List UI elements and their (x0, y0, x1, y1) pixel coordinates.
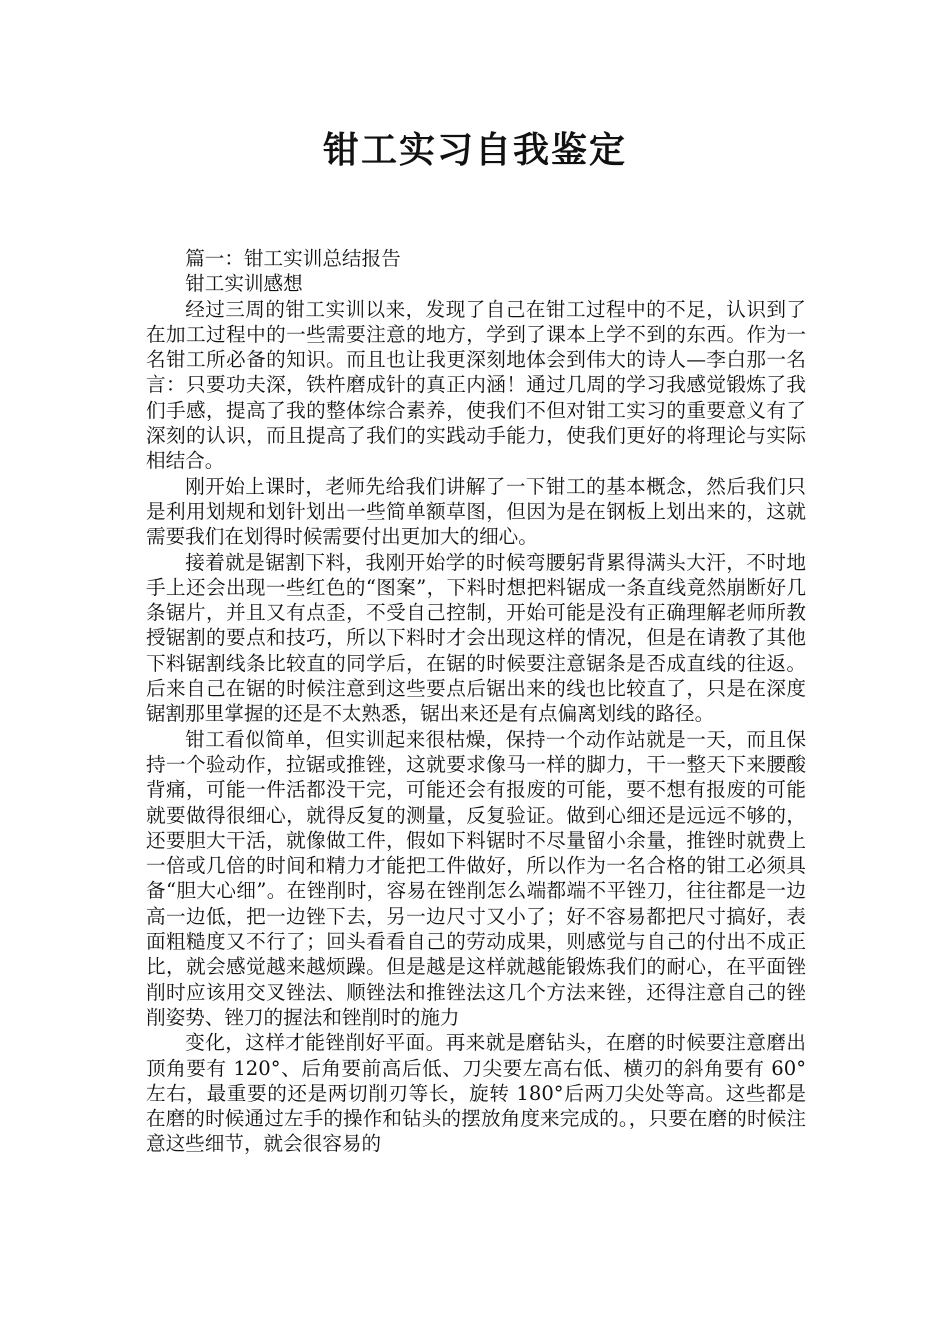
document-title: 钳工实习自我鉴定 (322, 130, 627, 171)
paragraph-3: 接着就是锯割下料，我刚开始学的时候弯腰躬背累得满头大汗，不时地手上还会出现一些红色的“图案”，下料时想把料锯成一条直线竟然崩断好几条锯片，并且又有点歪，不受自己控制，开始可能是没有正确理解老师所教授锯割的要点和技巧，所以下料时才会出现这样的情况，但是在请教了其他下料锯割线条比较直的同学后，在锯的时候要注意锯条是否成直线的往返。后来自己在锯的时候注意到这些要点后锯出来的线也比较直了，只是在深度锯割那里掌握的还是不太熟悉，锯出来还是有点偏离划线的路径。 (146, 550, 806, 726)
paragraph-2: 刚开始上课时，老师先给我们讲解了一下钳工的基本概念，然后我们只是利用划规和划针划出一些简单额草图，但因为是在钢板上划出来的，这就需要我们在划得时候需要付出更加大的细心。 (146, 474, 806, 549)
sub-heading: 钳工实训感想 (185, 272, 303, 296)
section-heading: 篇一：钳工实训总结报告 (185, 247, 401, 270)
paragraph-1: 经过三周的钳工实训以来，发现了自己在钳工过程中的不足，认识到了在加工过程中的一些需要注意的地方，学到了课本上学不到的东西。作为一名钳工所必备的知识。而且也让我更深刻地体会到伟大的诗人—李白那一名言：只要功夫深，铁杵磨成针的真正内涵！通过几周的学习我感觉锻炼了我们手感，提高了我的整体综合素养，使我们不但对钳工实习的重要意义有了深刻的认识，而且提高了我们的实践动手能力，使我们更好的将理论与实际相结合。 (146, 297, 806, 473)
document-body (146, 246, 806, 1157)
paragraph-5: 变化，这样才能锉削好平面。再来就是磨钻头，在磨的时候要注意磨出顶角要有 120°、后角要前高后低、刀尖要左高右低、横刃的斜角要有 60°左右，最重要的还是两切削刃等长，旋转 180°后两刀尖处等高。这些都是在磨的时候通过左手的操作和钻头的摆放角度来完成的。，只要在磨的时候注意这些细节，就会很容易的 (146, 1031, 806, 1156)
paragraph-4: 钳工看似简单，但实训起来很枯燥，保持一个动作站就是一天，而且保持一个验动作，拉锯或推锉，这就要求像马一样的脚力，干一整天下来腰酸背痛，可能一件活都没干完，可能还会有报废的可能，要不想有报废的可能就要做得很细心，就得反复的测量，反复验证。做到心细还是远远不够的，还要胆大干活，就像做工件，假如下料锯时不尽量留小余量，推锉时就费上一倍或几倍的时间和精力才能把工件做好，所以作为一名合格的钳工必须具备“胆大心细”。在锉削时，容易在锉削怎么端都端不平锉刀，往往都是一边高一边低，把一边锉下去，另一边尺寸又小了；好不容易都把尺寸搞好，表面粗糙度又不行了；回头看看自己的劳动成果，则感觉与自己的付出不成正比，就会感觉越来越烦躁。但是越是这样就越能锻炼我们的耐心，在平面锉削时应该用交叉锉法、顺锉法和推锉法这几个方法来锉，还得注意自己的锉削姿势、锉刀的握法和锉削时的施力 (146, 727, 806, 1029)
